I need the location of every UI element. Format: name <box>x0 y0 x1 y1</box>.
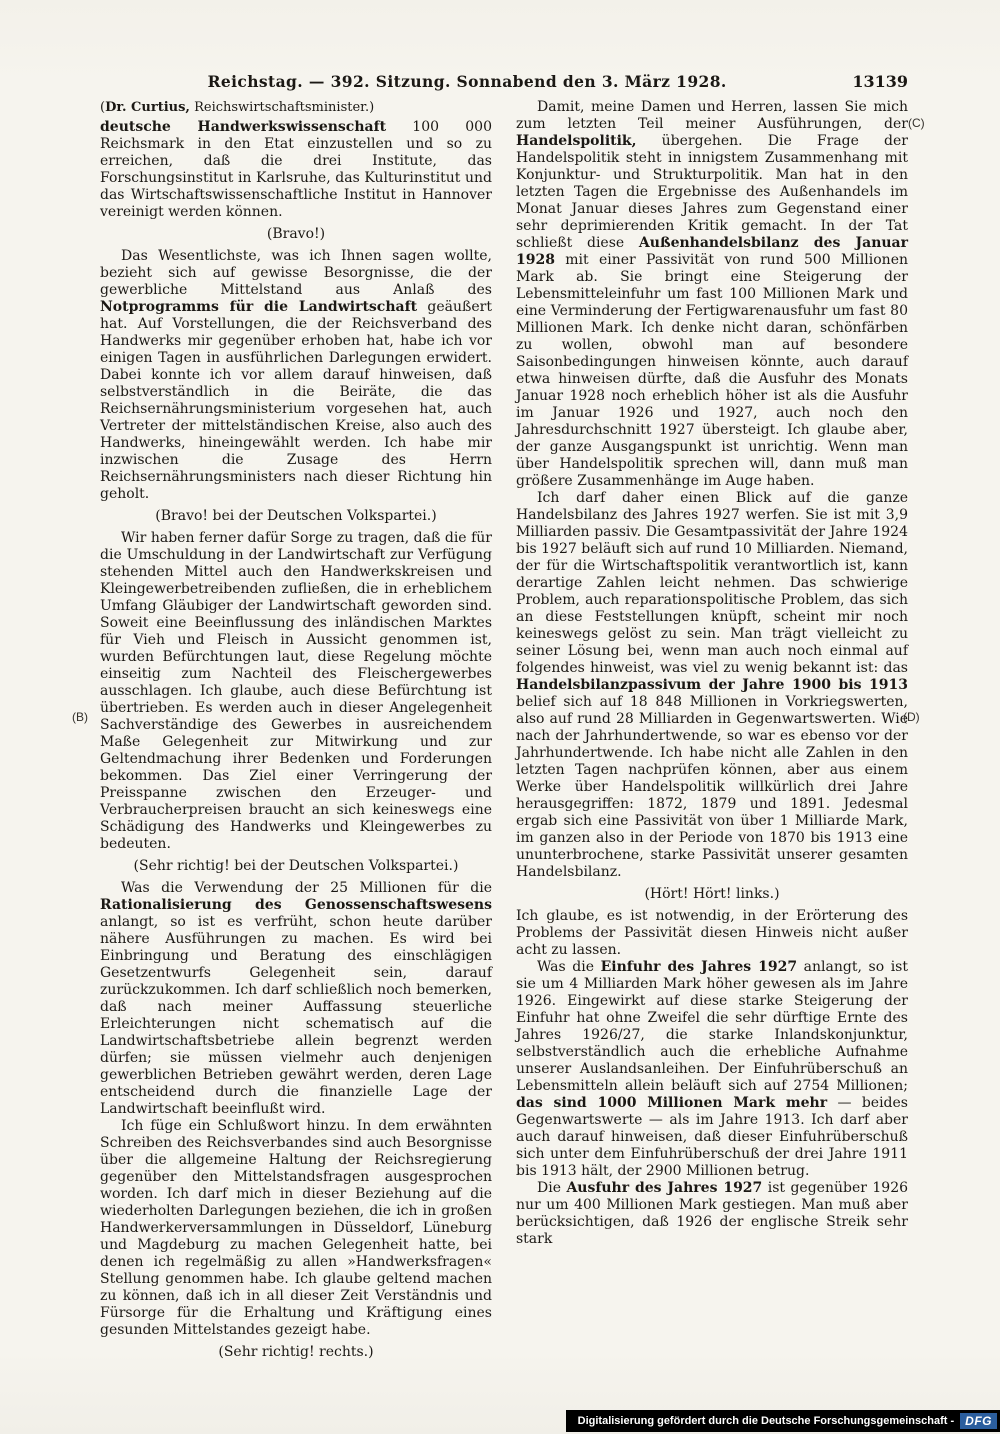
speaker-note: (Dr. Curtius, Reichswirtschaftsminister.) <box>100 100 375 115</box>
interjection: (Bravo! bei der Deutschen Volkspartei.) <box>155 508 437 524</box>
digitization-footer-text: Digitalisierung gefördert durch die Deutsche Forschungsgemeinschaft - <box>577 1415 955 1427</box>
paragraph: Ich darf daher einen Blick auf die ganze Handelsbilanz des Jahres 1927 werfen. Sie ist mit 3,9 Milliarden passiv. Die Gesamtpassivität der Jahre 1924 bis 1927 beläuft sich auf rund 10 Milliarden. Niemand, der für die Wirtschaftspolitik verantwortlich ist, kann derartige Zahlen leicht nehmen. Das schwierige Problem, auch reparationspolitische Problem, das sich an diese Feststellungen knüpft, scheint mir noch keineswegs gelöst zu sein. Man trägt vielleicht zu seiner Lösung bei, wenn man auch noch einmal auf folgendes hinweist, was viel zu wenig bekannt ist: das Handelsbilanzpassivum der Jahre 1900 bis 1913 belief sich auf 18 848 Millionen in Vorkriegswerten, also auf rund 28 Milliarden in Gegenwartswerten. Wie nach der Jahrhundertwende, so war es ebenso vor der Jahrhundertwende. Ich habe nicht alle Zahlen in den letzten Tagen nachprüfen können, aber aus einem Werke über Handelspolitik willkürlich drei Jahre herausgegriffen: 1872, 1879 und 1891. Jedesmal ergab sich eine Passivität von über 1 Milliarde Mark, im ganzen also in der Periode von 1870 bis 1913 eine ununterbrochene, starke Passivität unserer gesamten Handelsbilanz. <box>516 490 908 880</box>
page-number: 13139 <box>852 72 908 91</box>
interjection: (Bravo!) <box>266 226 326 242</box>
right-column <box>516 99 908 1366</box>
paragraph: Wir haben ferner dafür Sorge zu tragen, daß die für die Umschuldung in der Landwirtschaft zur Verfügung stehenden Mittel auch den Handwerkskreisen und Kleingewerbetreibenden zufließen, die in erheblichem Umfang Gläubiger der Landwirtschaft geworden sind. Soweit eine Beeinflussung des inländischen Marktes für Vieh und Fleisch in Aussicht genommen ist, wurden Befürchtungen laut, diese Regelung möchte einseitig zum Nachteil des Fleischergewerbes ausschlagen. Ich glaube, auch diese Befürchtung ist übertrieben. Es werden auch in dieser Angelegenheit Sachverständige des Gewerbes in ausreichendem Maße Gelegenheit zur Mitwirkung und zur Geltendmachung ihrer Bedenken und Forderungen bekommen. Das Ziel einer Verringerung der Preisspanne zwischen den Erzeuger- und Verbraucherpreisen braucht an sich keineswegs eine Schädigung des Handwerks und Kleingewerbes zu bedeuten. <box>100 530 492 852</box>
paragraph: Was die Verwendung der 25 Millionen für die Rationalisierung des Genossenschaftswesens anlangt, so ist es verfrüht, schon heute darüber nähere Ausführungen zu machen. Es wird bei Einbringung und Beratung des einschlägigen Gesetzentwurfs Gelegenheit sein, darauf zurückzukommen. Ich darf schließlich noch bemerken, daß nach meiner Auffassung steuerliche Erleichterungen nicht schematisch auf die Landwirtschaftsbetriebe allein begrenzt werden dürfen; sie müssen vielmehr auch denjenigen gewerblichen Betrieben gewährt werden, deren Lage entscheidend durch die finanzielle Lage der Landwirtschaft beeinflußt wird. <box>100 880 492 1117</box>
paragraph: Die Ausfuhr des Jahres 1927 ist gegenüber 1926 nur um 400 Millionen Mark gestiegen. Man muß aber berücksichtigen, daß 1926 der englische Streik sehr stark <box>516 1180 909 1247</box>
text-columns <box>100 99 908 1366</box>
interjection: (Hört! Hört! links.) <box>644 886 780 902</box>
interjection: (Sehr richtig! bei der Deutschen Volkspartei.) <box>133 858 459 874</box>
paragraph: Damit, meine Damen und Herren, lassen Sie mich zum letzten Teil meiner Ausführungen, der Handelspolitik, übergehen. Die Frage der Handelspolitik steht in innigstem Zusammenhang mit Konjunktur- und Strukturpolitik. Man hat in den letzten Tagen die Ergebnisse des Außenhandels im Monat Januar dieses Jahres zum Gegenstand einer sehr deprimierenden Kritik gemacht. In der Tat schließt diese Außenhandelsbilanz des Januar 1928 mit einer Passivität von rund 500 Millionen Mark ab. Sie bringt eine Steigerung der Lebensmitteleinfuhr um fast 100 Millionen Mark und eine Verminderung der Fertigwarenausfuhr um fast 80 Millionen Mark. Ich denke nicht daran, schönfärben zu wollen, obwohl man auf besondere Saisonbedingungen hinweisen könnte, auch darauf etwa hinweisen dürfte, daß die Ausfuhr des Monats Januar 1928 noch erheblich höher ist als die Ausfuhr im Januar 1926 und 1927, auch noch den Jahresdurchschnitt 1927 übersteigt. Ich glaube aber, der ganze Ausgangspunkt ist unrichtig. Wenn man über Handelspolitik sprechen will, dann muß man größere Zusammenhänge im Auge haben. <box>516 99 908 489</box>
page-header <box>100 72 908 91</box>
dfg-logo: DFG <box>960 1413 997 1429</box>
paragraph: Was die Einfuhr des Jahres 1927 anlangt, so ist sie um 4 Milliarden Mark höher gewesen als im Jahre 1926. Eingewirkt auf diese starke Steigerung der Einfuhr hat ohne Zweifel die sehr dürftige Ernte des Jahres 1926/27, die starke Inlandskonjunktur, selbstverständlich auch die erhebliche Aufnahme unserer Auslandsanleihen. Der Einfuhrüberschuß an Lebensmitteln allein beläuft sich auf 2754 Millionen; das sind 1000 Millionen Mark mehr — beides Gegenwartswerte — als im Jahre 1913. Ich darf aber auch darauf hinweisen, daß dieser Einfuhrüberschuß sich unter dem Einfuhrüberschuß der drei Jahre 1911 bis 1913 hält, der 2900 Millionen betrug. <box>516 959 908 1179</box>
digitization-footer <box>566 1410 1000 1432</box>
margin-marker-b: (B) <box>72 710 88 724</box>
paragraph: Ich glaube, es ist notwendig, in der Erörterung des Problems der Passivität diesen Hinweis nicht außer acht zu lassen. <box>516 908 908 958</box>
left-column <box>100 99 492 1366</box>
page-header-title: Reichstag. — 392. Sitzung. Sonnabend den 3. März 1928. <box>207 72 727 91</box>
margin-marker-d: (D) <box>903 710 920 724</box>
paragraph: deutsche Handwerkswissenschaft 100 000 Reichsmark in den Etat einzustellen und so zu erreichen, daß die drei Institute, das Forschungsinstitut in Karlsruhe, das Kulturinstitut und das Wirtschaftswissenschaftliche Institut in Hannover vereinigt werden können. <box>100 119 492 220</box>
interjection: (Sehr richtig! rechts.) <box>218 1344 374 1360</box>
paragraph: Das Wesentlichste, was ich Ihnen sagen wollte, bezieht sich auf gewisse Besorgnisse, die der gewerbliche Mittelstand aus Anlaß des Notprogramms für die Landwirtschaft geäußert hat. Auf Vorstellungen, die der Reichsverband des Handwerks mir gegenüber erhoben hat, habe ich vor einigen Tagen in ausführlichen Darlegungen erwidert. Dabei konnte ich vor allem darauf hinweisen, daß selbstverständlich in die Beiräte, die das Reichsernährungsministerium vorgesehen hat, auch Vertreter der mittelständischen Kreise, also auch des Handwerks, hineingewählt werden. Ich habe mir inzwischen die Zusage des Herrn Reichsernährungsministers nach dieser Richtung hin geholt. <box>100 248 492 502</box>
paragraph: Ich füge ein Schlußwort hinzu. In dem erwähnten Schreiben des Reichsverbandes sind auch Besorgnisse über die allgemeine Haltung der Reichsregierung gegenüber den Mittelstandsfragen ausgesprochen worden. Ich darf mich in dieser Beziehung auf die wiederholten Darlegungen beziehen, die ich in großen Handwerkerversammlungen in Düsseldorf, Lüneburg und Magdeburg zu machen Gelegenheit hatte, bei denen ich regelmäßig zu allen »Handwerksfragen« Stellung genommen habe. Ich glaube geltend machen zu können, daß ich in all dieser Zeit Verständnis und Fürsorge für die Erhaltung und Kräftigung eines gesunden Mittelstandes gezeigt habe. <box>100 1118 492 1338</box>
margin-marker-c: (C) <box>908 116 925 130</box>
